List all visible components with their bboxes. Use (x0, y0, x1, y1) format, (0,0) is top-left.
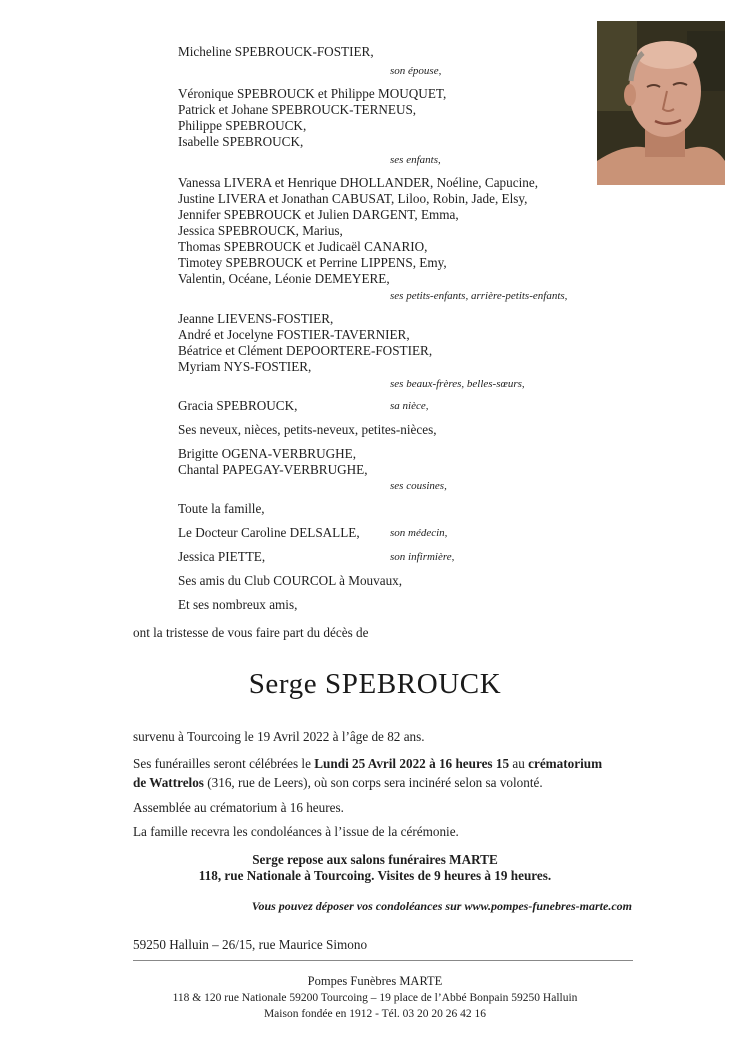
footer-company: Pompes Funèbres MARTE (307, 974, 443, 988)
inlaw-name: André et Jocelyne FOSTIER-TAVERNIER, (178, 327, 410, 342)
niece-role: sa nièce, (390, 400, 429, 412)
spouse-name: Micheline SPEBROUCK-FOSTIER, (178, 44, 374, 59)
inlaw-name: Jeanne LIEVENS-FOSTIER, (178, 311, 334, 326)
funeral-prefix: Ses funérailles seront célébrées le (133, 756, 315, 771)
online-condolences: Vous pouvez déposer vos condoléances sur www.pompes-funebres-marte.com (251, 899, 632, 913)
nurse-name: Jessica PIETTE, (178, 549, 266, 564)
rest-line-1: Serge repose aux salons funéraires MARTE (252, 852, 498, 867)
cousin-name: Brigitte OGENA-VERBRUGHE, (178, 446, 357, 461)
funeral-suffix: (316, rue de Leers), où son corps sera incinéré selon sa volonté. (203, 775, 543, 790)
funeral-date: Lundi 25 Avril 2022 à 16 heures 15 (314, 756, 510, 771)
child-name: Patrick et Johane SPEBROUCK-TERNEUS, (178, 102, 417, 117)
funeral-place-2: de Wattrelos (133, 775, 204, 790)
child-name: Véronique SPEBROUCK et Philippe MOUQUET, (178, 86, 447, 101)
cousin-name: Chantal PAPEGAY-VERBRUGHE, (178, 462, 368, 477)
grandchild-name: Jessica SPEBROUCK, Marius, (178, 223, 343, 238)
funeral-mid: au (509, 756, 529, 771)
club-line: Ses amis du Club COURCOL à Mouvaux, (178, 573, 403, 588)
doctor-role: son médecin, (390, 527, 448, 539)
footer-founded: Maison fondée en 1912 - Tél. 03 20 20 26 42 16 (263, 1008, 487, 1020)
niece-name: Gracia SPEBROUCK, (178, 398, 298, 413)
inlaw-name: Myriam NYS-FOSTIER, (178, 359, 312, 374)
child-name: Philippe SPEBROUCK, (178, 118, 307, 133)
all-family-line: Toute la famille, (178, 501, 265, 516)
grandchild-name: Thomas SPEBROUCK et Judicaël CANARIO, (178, 239, 428, 254)
funeral-place: crématorium (528, 756, 603, 771)
portrait-photo (597, 21, 725, 185)
announcement: ont la tristesse de vous faire part du décès de (133, 625, 369, 640)
death-details: survenu à Tourcoing le 19 Avril 2022 à l’âge de 82 ans. (133, 729, 425, 744)
nurse-role: son infirmière, (390, 551, 455, 563)
grandchild-name: Timotey SPEBROUCK et Perrine LIPPENS, Emy, (178, 255, 447, 270)
grandchild-name: Jennifer SPEBROUCK et Julien DARGENT, Emma, (178, 207, 459, 222)
funeral-details (133, 754, 638, 792)
grandchild-name: Justine LIVERA et Jonathan CABUSAT, Liloo, Robin, Jade, Elsy, (178, 191, 528, 206)
footer-addresses: 118 & 120 rue Nationale 59200 Tourcoing – 19 place de l’Abbé Bonpain 59250 Halluin (172, 992, 578, 1004)
family-address: 59250 Halluin – 26/15, rue Maurice Simono (133, 937, 368, 952)
condolences-line: La famille recevra les condoléances à l’issue de la cérémonie. (133, 824, 459, 839)
rest-line-2: 118, rue Nationale à Tourcoing. Visites de 9 heures à 19 heures. (198, 868, 552, 883)
assembly-line: Assemblée au crématorium à 16 heures. (133, 800, 344, 815)
deceased-name: Serge SPEBROUCK (248, 668, 502, 700)
inlaw-name: Béatrice et Clément DEPOORTERE-FOSTIER, (178, 343, 433, 358)
spouse-role: son épouse, (390, 65, 442, 77)
grandchild-name: Valentin, Océane, Léonie DEMEYERE, (178, 271, 390, 286)
inlaws-role: ses beaux-frères, belles-sœurs, (390, 378, 525, 390)
grandchildren-role: ses petits-enfants, arrière-petits-enfants, (390, 290, 568, 302)
child-name: Isabelle SPEBROUCK, (178, 134, 304, 149)
grandchild-name: Vanessa LIVERA et Henrique DHOLLANDER, Noéline, Capucine, (178, 175, 539, 190)
footer-divider (133, 960, 633, 961)
nephews-line: Ses neveux, nièces, petits-neveux, petites-nièces, (178, 422, 437, 437)
cousins-role: ses cousines, (390, 480, 447, 492)
children-role: ses enfants, (390, 154, 441, 166)
friends-line: Et ses nombreux amis, (178, 597, 298, 612)
doctor-name: Le Docteur Caroline DELSALLE, (178, 525, 360, 540)
